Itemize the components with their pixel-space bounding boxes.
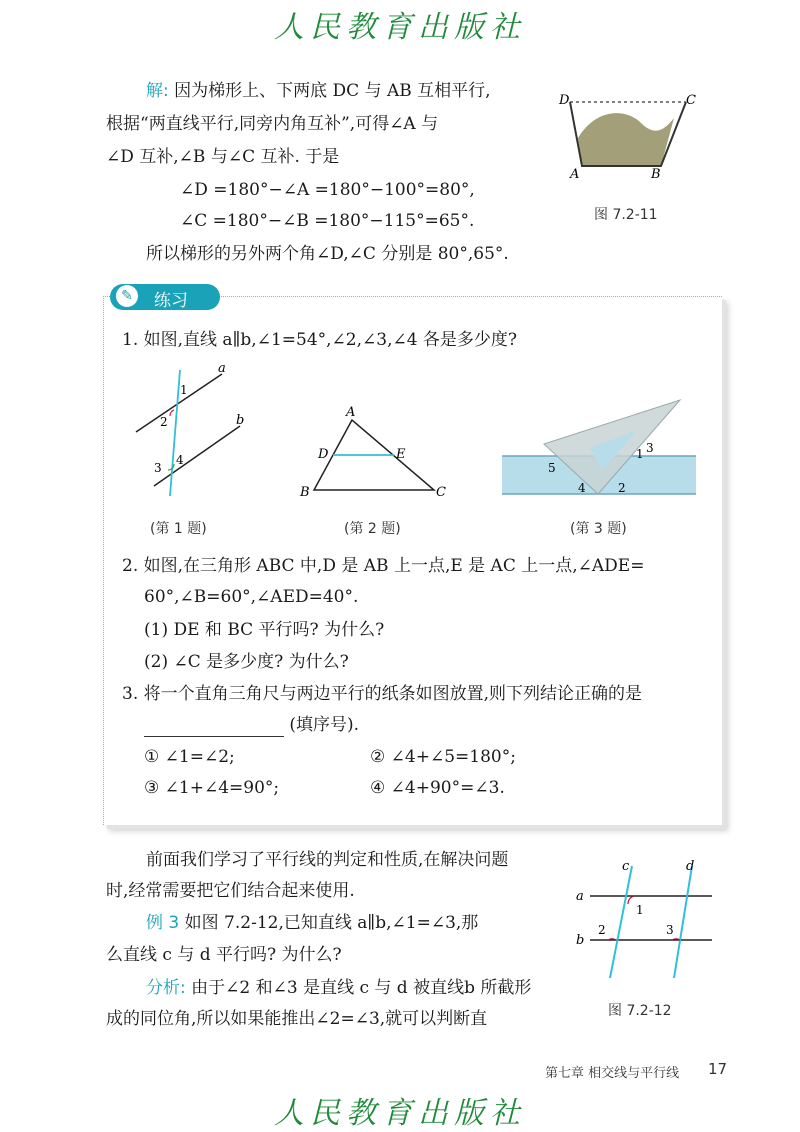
option-2: ② ∠4+∠5=180°; xyxy=(370,747,516,767)
label-A: A xyxy=(346,405,356,420)
label-C: C xyxy=(436,485,446,500)
question-2-line-2: 60°,∠B=60°,∠AED=40°. xyxy=(144,587,359,607)
label-b: b xyxy=(236,413,245,428)
angle-3-label: 3 xyxy=(666,923,674,937)
question-3-line-2: (填序号). xyxy=(144,713,359,737)
label-a: a xyxy=(576,889,584,904)
angle-4-label: 4 xyxy=(176,453,184,467)
line-b xyxy=(154,426,240,486)
label-A: A xyxy=(570,167,580,182)
angle-2-label: 2 xyxy=(160,415,168,429)
label-a: a xyxy=(218,361,226,376)
practice-tag xyxy=(110,284,220,310)
pencil-icon: ✎ xyxy=(116,285,138,307)
paragraph-line-2: 时,经常需要把它们结合起来使用. xyxy=(106,881,355,901)
angle-1-arc xyxy=(628,896,634,904)
figure-11-caption: 图 7.2-11 xyxy=(594,207,658,223)
example-3-line-2: 么直线 c 与 d 平行吗? 为什么? xyxy=(106,945,342,965)
figure-12-caption: 图 7.2-12 xyxy=(608,1003,672,1019)
solution-line-2: 根据“两直线平行,同旁内角互补”,可得∠A 与 xyxy=(106,114,439,134)
page-number: 17 xyxy=(708,1060,728,1078)
label-b: b xyxy=(576,933,585,948)
solution-line-1: 解: 因为梯形上、下两底 DC 与 AB 互相平行, xyxy=(146,81,491,101)
angle-2-label: 2 xyxy=(618,481,626,495)
angle-2-arc xyxy=(170,410,174,416)
fig-3-caption: (第 3 题) xyxy=(570,521,627,537)
answer-blank[interactable] xyxy=(144,718,284,737)
paragraph-line-1: 前面我们学习了平行线的判定和性质,在解决问题 xyxy=(146,850,509,870)
solution-equation-2: ∠C =180°−∠B =180°−115°=65°. xyxy=(180,211,475,231)
label-D: D xyxy=(559,93,570,108)
solution-equation-1: ∠D =180°−∠A =180°−100°=80°, xyxy=(180,180,475,200)
transversal xyxy=(170,370,180,496)
angle-1-label: 1 xyxy=(636,447,644,461)
publisher-watermark-bottom: 人民教育出版社 xyxy=(274,1096,526,1131)
fig-1-caption: (第 1 题) xyxy=(150,521,207,537)
label-D: D xyxy=(318,447,329,462)
line-c xyxy=(610,866,632,978)
parallel-lines-figure xyxy=(570,856,720,986)
publisher-watermark-top: 人民教育出版社 xyxy=(274,10,526,45)
question-1: 1. 如图,直线 a∥b,∠1=54°,∠2,∠3,∠4 各是多少度? xyxy=(122,330,518,350)
example-3-line-1: 例 3 如图 7.2-12,已知直线 a∥b,∠1=∠3,那 xyxy=(146,913,479,933)
question-3-figure xyxy=(498,396,703,500)
analysis-line-1: 分析: 由于∠2 和∠3 是直线 c 与 d 被直线b 所截形 xyxy=(146,978,532,998)
option-3: ③ ∠1+∠4=90°; xyxy=(144,778,280,798)
trapezoid-liquid xyxy=(578,113,674,166)
analysis-line-2: 成的同位角,所以如果能推出∠2=∠3,就可以判断直 xyxy=(106,1009,488,1029)
angle-1-label: 1 xyxy=(636,903,644,917)
question-2-sub-1: (1) DE 和 BC 平行吗? 为什么? xyxy=(144,620,385,640)
question-2-figure xyxy=(296,402,456,502)
angle-3-label: 3 xyxy=(646,441,654,455)
trapezoid-figure xyxy=(556,88,706,184)
label-B: B xyxy=(651,167,661,182)
label-B: B xyxy=(300,485,310,500)
chapter-footer: 第七章 相交线与平行线 xyxy=(545,1066,680,1081)
label-E: E xyxy=(396,447,406,462)
practice-title: 练习 xyxy=(154,291,188,311)
angle-2-label: 2 xyxy=(598,923,606,937)
label-c: c xyxy=(622,859,630,874)
solution-label: 解: xyxy=(146,81,169,101)
angle-5-label: 5 xyxy=(548,461,556,475)
solution-line-3: ∠D 互补,∠B 与∠C 互补. 于是 xyxy=(106,147,340,167)
solution-conclusion: 所以梯形的另外两个角∠D,∠C 分别是 80°,65°. xyxy=(146,244,509,264)
question-1-figure xyxy=(130,360,270,500)
analysis-label: 分析: xyxy=(146,978,186,998)
label-d: d xyxy=(686,859,695,874)
question-3-line-1: 3. 将一个直角三角尺与两边平行的纸条如图放置,则下列结论正确的是 xyxy=(122,684,643,704)
angle-3-label: 3 xyxy=(154,461,162,475)
option-4: ④ ∠4+90°=∠3. xyxy=(370,778,505,798)
line-d xyxy=(674,866,692,978)
question-2-line-1: 2. 如图,在三角形 ABC 中,D 是 AB 上一点,E 是 AC 上一点,∠ADE= xyxy=(122,556,645,576)
fig-2-caption: (第 2 题) xyxy=(344,521,401,537)
example-label: 例 3 xyxy=(146,913,180,933)
angle-1-label: 1 xyxy=(180,383,188,397)
label-C: C xyxy=(686,93,696,108)
option-1: ① ∠1=∠2; xyxy=(144,747,235,767)
question-2-sub-2: (2) ∠C 是多少度? 为什么? xyxy=(144,652,349,672)
angle-4-label: 4 xyxy=(578,481,586,495)
